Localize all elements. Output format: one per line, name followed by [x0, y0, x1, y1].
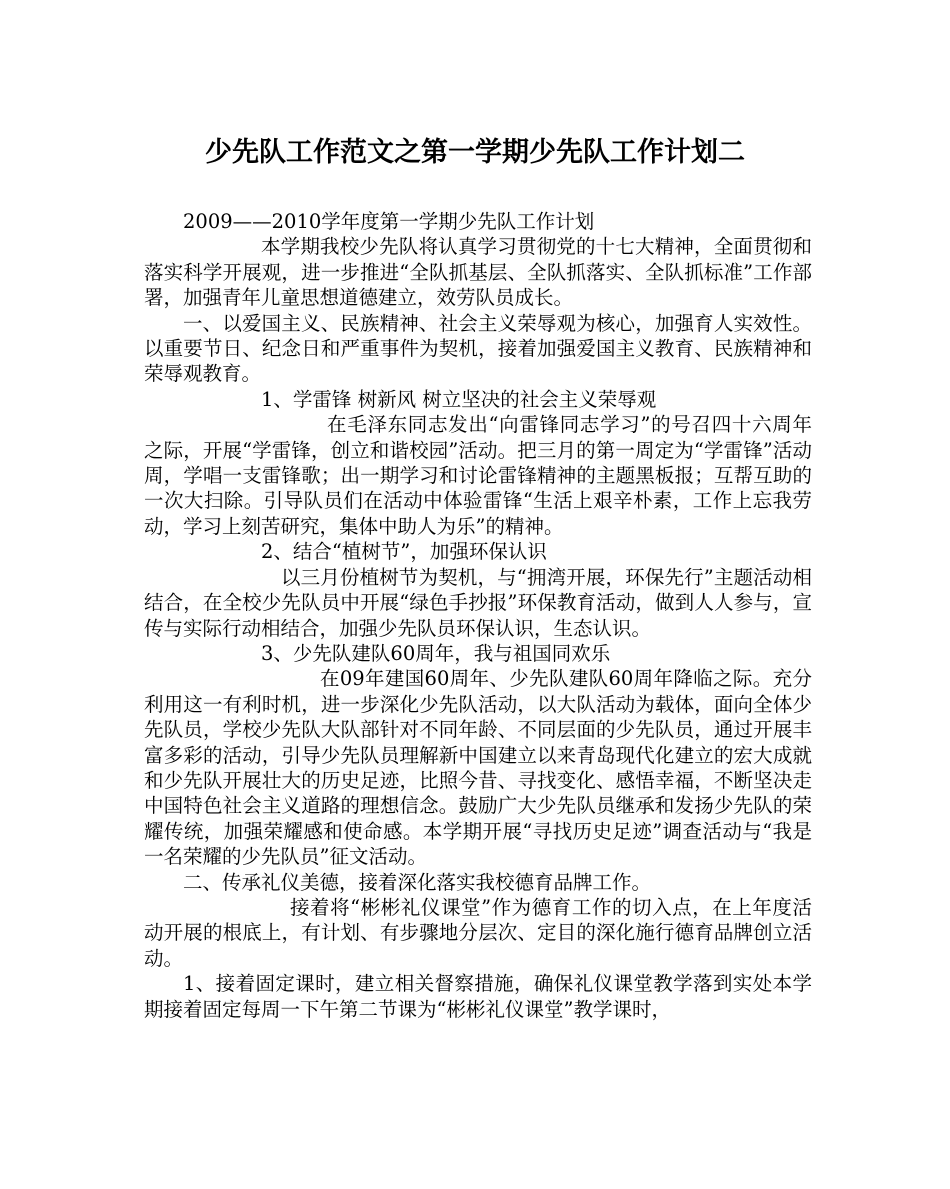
- document-body: [144, 209, 812, 1022]
- paragraph-intro: 本学期我校少先队将认真学习贯彻党的十七大精神，全面贯彻和落实科学开展观，进一步推进“全队抓基层、全队抓落实、全队抓标准”工作部署，加强青年儿童思想道德建立，效劳队员成长。: [144, 235, 812, 310]
- paragraph-plan-heading: 2009——2010学年度第一学期少先队工作计划: [183, 210, 595, 233]
- paragraph-item-3-heading: 3、少先队建队60周年，我与祖国同欢乐: [261, 641, 611, 665]
- paragraph-item-1-body: 在毛泽东同志发出“向雷锋同志学习”的号召四十六周年之际，开展“学雷锋，创立和谐校园”活动。把三月的第一周定为“学雷锋”活动周，学唱一支雷锋歌；出一期学习和讨论雷锋精神的主题黑板报；互帮互助的一次大扫除。引导队员们在活动中体验雷锋“生活上艰辛朴素，工作上忘我劳动，学习上刻苦研究，集体中助人为乐”的精神。: [144, 413, 812, 538]
- paragraph-item-2-body: 以三月份植树节为契机，与“拥湾开展，环保先行”主题活动相结合，在全校少先队员中开展“绿色手抄报”环保教育活动，做到人人参与，宣传与实际行动相结合，加强少先队员环保认识，生态认识。: [144, 565, 812, 640]
- paragraph-item-2-heading: 2、结合“植树节”，加强环保认识: [261, 540, 547, 564]
- paragraph-section-two: 二、传承礼仪美德，接着深化落实我校德育品牌工作。: [183, 870, 652, 894]
- paragraph-item-3-body: 在09年建国60周年、少先队建队60周年降临之际。充分利用这一有利时机，进一步深化少先队活动，以大队活动为载体，面向全体少先队员，学校少先队大队部针对不同年龄、不同层面的少先队员，通过开展丰富多彩的活动，引导少先队员理解新中国建立以来青岛现代化建立的宏大成就和少先队开展壮大的历史足迹，比照今昔、寻找变化、感悟幸福，不断坚决走中国特色社会主义道路的理想信念。鼓励广大少先队员继承和发扬少先队的荣耀传统，加强荣耀感和使命感。本学期开展“寻找历史足迹”调查活动与“我是一名荣耀的少先队员”征文活动。: [144, 667, 812, 869]
- paragraph-section-two-item-1: 1、接着固定课时，建立相关督察措施，确保礼仪课堂教学落到实处本学期接着固定每周一下午第二节课为“彬彬礼仪课堂”教学课时，: [144, 972, 812, 1021]
- paragraph-section-two-body: 接着将“彬彬礼仪课堂”作为德育工作的切入点，在上年度活动开展的根底上，有计划、有步骤地分层次、定目的深化施行德育品牌创立活动。: [144, 895, 812, 970]
- paragraph-item-1-heading: 1、学雷锋 树新风 树立坚决的社会主义荣辱观: [261, 387, 657, 411]
- document-title: 少先队工作范文之第一学期少先队工作计划二: [205, 137, 745, 168]
- paragraph-section-one: 一、以爱国主义、民族精神、社会主义荣辱观为核心，加强育人实效性。以重要节日、纪念日和严重事件为契机，接着加强爱国主义教育、民族精神和荣辱观教育。: [144, 311, 812, 386]
